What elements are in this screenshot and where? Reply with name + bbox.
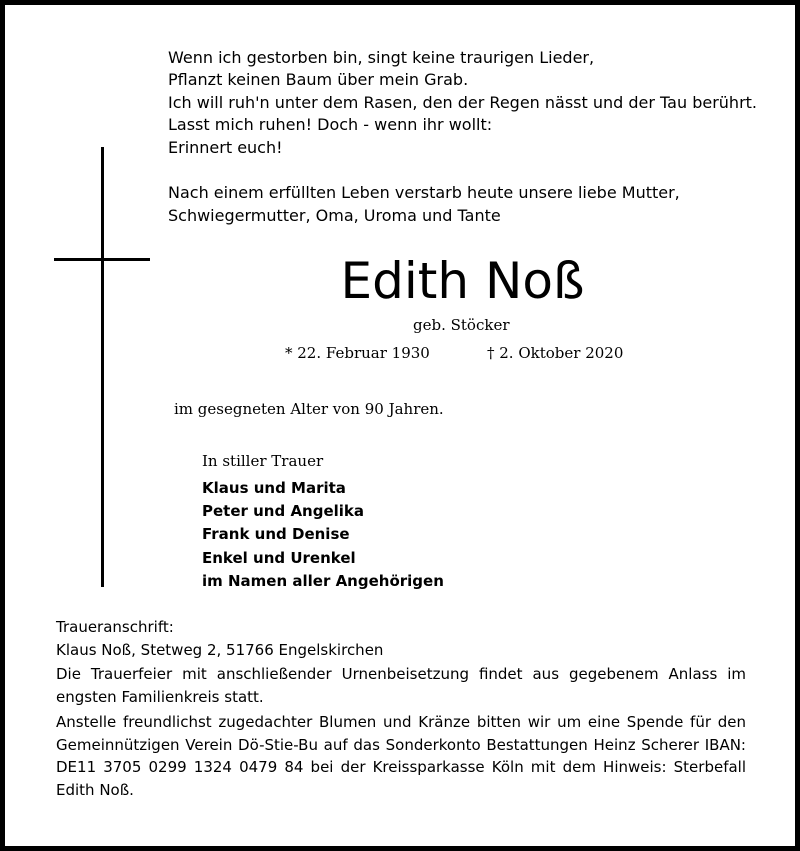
birth-date: * 22. Februar 1930 — [285, 344, 430, 362]
footer-info — [56, 616, 746, 801]
mourner: Frank und Denise — [202, 525, 350, 544]
intro-line: Nach einem erfüllten Leben verstarb heute unsere liebe Mutter, — [168, 183, 680, 202]
donation-note: Anstelle freundlichst zugedachter Blumen und Kränze bitten wir um eine Spende für den Gemeinnützigen Verein Dö-Stie-Bu auf das Sonderkonto Bestattungen Heinz Scherer IBAN: DE11 3705 0299 1324 0479 84 bei der Kreissparkasse Köln mit dem Hinweis: Sterbefall Edith Noß. — [56, 713, 746, 799]
cross-icon — [101, 147, 104, 587]
poem — [168, 47, 757, 159]
maiden-name: geb. Stöcker — [413, 316, 510, 334]
poem-line: Pflanzt keinen Baum über mein Grab. — [168, 70, 469, 90]
age-line: im gesegneten Alter von 90 Jahren. — [174, 400, 444, 418]
poem-line: Lasst mich ruhen! Doch - wenn ihr wollt: — [168, 115, 493, 135]
mourner: im Namen aller Angehörigen — [202, 571, 444, 590]
address-label: Traueranschrift: — [56, 618, 174, 636]
deceased-name: Edith Noß — [340, 252, 585, 310]
poem-line: Wenn ich gestorben bin, singt keine traurigen Lieder, — [168, 48, 595, 67]
mourners-list — [202, 477, 444, 593]
poem-line: Ich will ruh'n unter dem Rasen, den der Regen nässt und der Tau berührt. — [168, 92, 758, 112]
intro-text — [168, 181, 680, 227]
mourner: Enkel und Urenkel — [202, 548, 356, 567]
mourner: Klaus und Marita — [202, 479, 346, 497]
intro-line: Schwiegermutter, Oma, Uroma und Tante — [168, 206, 501, 225]
ceremony-note: Die Trauerfeier mit anschließender Urnenbeisetzung findet aus gegebenem Anlass im engsten Familienkreis statt. — [56, 665, 746, 706]
mourning-label: In stiller Trauer — [202, 452, 324, 470]
poem-line: Erinnert euch! — [168, 137, 283, 157]
mourner: Peter und Angelika — [202, 502, 365, 521]
death-date: † 2. Oktober 2020 — [487, 344, 624, 362]
mourning-address: Klaus Noß, Stetweg 2, 51766 Engelskirchen — [56, 640, 384, 659]
